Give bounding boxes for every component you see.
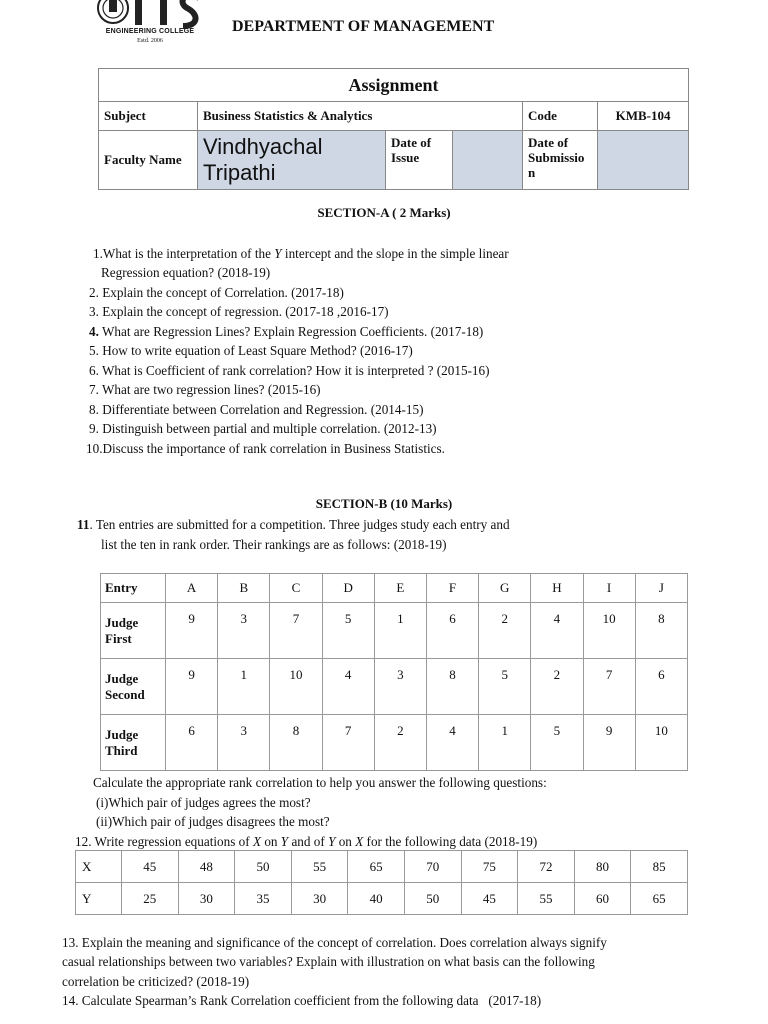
question-11-line2: list the ten in rank order. Their rankings are as follows: (2018-19) — [101, 537, 447, 552]
question-11-line1: 11. Ten entries are submitted for a competition. Three judges study each entry and — [77, 517, 510, 532]
rank-table-row-judge-first — [101, 603, 688, 659]
rank-header-cell: E — [374, 574, 426, 603]
subject-value: Business Statistics & Analytics — [198, 102, 523, 131]
rank-row-label-line2: First — [105, 630, 132, 646]
rank-row-label — [101, 715, 166, 771]
rank-row-label — [101, 603, 166, 659]
rank-cell: 6 — [166, 715, 218, 771]
rank-cell: 3 — [374, 659, 426, 715]
question-13-line1: 13. Explain the meaning and significance of the concept of correlation. Does correlation always signify — [62, 935, 607, 950]
date-of-submission-label — [523, 131, 598, 190]
xy-cell: 72 — [518, 851, 575, 883]
xy-cell: 65 — [631, 883, 688, 915]
rank-header-cell: G — [479, 574, 531, 603]
rank-cell: 7 — [270, 603, 322, 659]
xy-cell: 85 — [631, 851, 688, 883]
rank-cell: 6 — [635, 659, 687, 715]
rank-row-label-line2: Second — [105, 686, 145, 702]
rank-cell: 9 — [166, 659, 218, 715]
date-of-issue-label — [386, 131, 453, 190]
rank-cell: 10 — [635, 715, 687, 771]
rank-table-row-judge-third — [101, 715, 688, 771]
question-10: 10.Discuss the importance of rank correlation in Business Statistics. — [86, 441, 445, 456]
judge-rank-table — [100, 573, 688, 771]
rank-header-cell: B — [218, 574, 270, 603]
rank-header-cell: I — [583, 574, 635, 603]
faculty-name-line2: Tripathi — [203, 160, 276, 185]
sub-question-ii: (ii)Which pair of judges disagrees the most? — [96, 814, 330, 829]
issue-label-line2: Issue — [391, 150, 420, 165]
rank-cell: 4 — [426, 715, 478, 771]
faculty-name-line1: Vindhyachal — [203, 134, 323, 159]
question-14: 14. Calculate Spearman’s Rank Correlation coefficient from the following data (2017-18) — [62, 993, 542, 1008]
section-b-title: SECTION-B (10 Marks) — [315, 496, 453, 511]
rank-cell: 3 — [218, 715, 270, 771]
rank-row-label-line2: Third — [105, 742, 138, 758]
rank-header-cell: H — [531, 574, 583, 603]
rank-cell: 5 — [322, 603, 374, 659]
xy-cell: 55 — [291, 851, 348, 883]
logo-established: Estd. 2006 — [137, 38, 163, 44]
sub-label-line1: Date of — [528, 135, 569, 150]
code-value: KMB-104 — [598, 102, 689, 131]
rank-header-cell: F — [426, 574, 478, 603]
rank-cell: 2 — [531, 659, 583, 715]
question-4: 4. What are Regression Lines? Explain Regression Coefficients. (2017-18) — [89, 324, 484, 339]
rank-header-cell: J — [635, 574, 687, 603]
section-a-title: SECTION-A ( 2 Marks) — [317, 205, 451, 220]
question-8: 8. Differentiate between Correlation and Regression. (2014-15) — [89, 402, 424, 417]
xy-table-row-y — [76, 883, 688, 915]
xy-table-row-x — [76, 851, 688, 883]
date-of-submission-value — [598, 131, 689, 190]
faculty-label: Faculty Name — [99, 131, 198, 190]
xy-cell: 55 — [518, 883, 575, 915]
rank-cell: 1 — [218, 659, 270, 715]
xy-row-label: X — [76, 851, 122, 883]
rank-row-label-line1: Judge — [105, 614, 139, 630]
xy-cell: 70 — [404, 851, 461, 883]
rank-header-cell: A — [166, 574, 218, 603]
rank-cell: 7 — [322, 715, 374, 771]
logo-college-name: ENGINEERING COLLEGE — [105, 28, 195, 35]
xy-cell: 45 — [122, 851, 179, 883]
rank-cell: 10 — [270, 659, 322, 715]
xy-cell: 30 — [178, 883, 235, 915]
subject-label: Subject — [99, 102, 198, 131]
code-label: Code — [523, 102, 598, 131]
issue-label-line1: Date of — [391, 135, 432, 150]
xy-row-label: Y — [76, 883, 122, 915]
rank-cell: 5 — [479, 659, 531, 715]
rank-table-header-row — [101, 574, 688, 603]
xy-cell: 48 — [178, 851, 235, 883]
question-5: 5. How to write equation of Least Square Method? (2016-17) — [89, 343, 413, 358]
question-7: 7. What are two regression lines? (2015-16) — [89, 382, 321, 397]
question-1-line1: 1.What is the interpretation of the Y intercept and the slope in the simple linear — [93, 246, 509, 261]
rank-cell: 5 — [531, 715, 583, 771]
rank-cell: 7 — [583, 659, 635, 715]
question-13-line2: casual relationships between two variables? Explain with illustration on what basis can the following — [62, 954, 595, 969]
rank-cell: 8 — [635, 603, 687, 659]
xy-cell: 40 — [348, 883, 405, 915]
question-13-line3: correlation be criticized? (2018-19) — [62, 974, 250, 989]
rank-cell: 8 — [270, 715, 322, 771]
rank-header-cell: D — [322, 574, 374, 603]
faculty-name — [198, 131, 386, 190]
rank-row-label-line1: Judge — [105, 726, 139, 742]
rank-cell: 1 — [479, 715, 531, 771]
sub-question-i: (i)Which pair of judges agrees the most? — [96, 795, 311, 810]
department-title: DEPARTMENT OF MANAGEMENT — [232, 18, 495, 35]
xy-cell: 25 — [122, 883, 179, 915]
sub-label-line2: Submissio — [528, 150, 585, 165]
assignment-header-table — [98, 68, 689, 190]
rank-header-entry: Entry — [101, 574, 166, 603]
xy-cell: 75 — [461, 851, 518, 883]
rank-cell: 4 — [322, 659, 374, 715]
question-6: 6. What is Coefficient of rank correlation? How it is interpreted ? (2015-16) — [89, 363, 490, 378]
calculate-instruction: Calculate the appropriate rank correlation to help you answer the following questions: — [93, 775, 547, 790]
question-1-line2: Regression equation? (2018-19) — [101, 265, 271, 280]
rank-cell: 9 — [166, 603, 218, 659]
rank-cell: 4 — [531, 603, 583, 659]
xy-cell: 50 — [235, 851, 292, 883]
question-3: 3. Explain the concept of regression. (2017-18 ,2016-17) — [89, 304, 389, 319]
rank-cell: 2 — [374, 715, 426, 771]
rank-cell: 1 — [374, 603, 426, 659]
rank-row-label — [101, 659, 166, 715]
rank-row-label-line1: Judge — [105, 670, 139, 686]
rank-cell: 2 — [479, 603, 531, 659]
rank-cell: 3 — [218, 603, 270, 659]
date-of-issue-value — [453, 131, 523, 190]
question-9: 9. Distinguish between partial and multiple correlation. (2012-13) — [89, 421, 437, 436]
rank-table-row-judge-second — [101, 659, 688, 715]
sub-label-line3: n — [528, 165, 536, 180]
rank-cell: 9 — [583, 715, 635, 771]
xy-cell: 50 — [404, 883, 461, 915]
xy-data-table — [75, 850, 688, 915]
question-2: 2. Explain the concept of Correlation. (2017-18) — [89, 285, 344, 300]
rank-cell: 8 — [426, 659, 478, 715]
xy-cell: 35 — [235, 883, 292, 915]
xy-cell: 65 — [348, 851, 405, 883]
assignment-title: Assignment — [99, 69, 689, 102]
xy-cell: 45 — [461, 883, 518, 915]
rank-header-cell: C — [270, 574, 322, 603]
rank-cell: 6 — [426, 603, 478, 659]
question-12: 12. Write regression equations of X on Y and of Y on X for the following data (2018-19) — [75, 834, 538, 849]
rank-cell: 10 — [583, 603, 635, 659]
xy-cell: 30 — [291, 883, 348, 915]
xy-cell: 60 — [574, 883, 631, 915]
xy-cell: 80 — [574, 851, 631, 883]
